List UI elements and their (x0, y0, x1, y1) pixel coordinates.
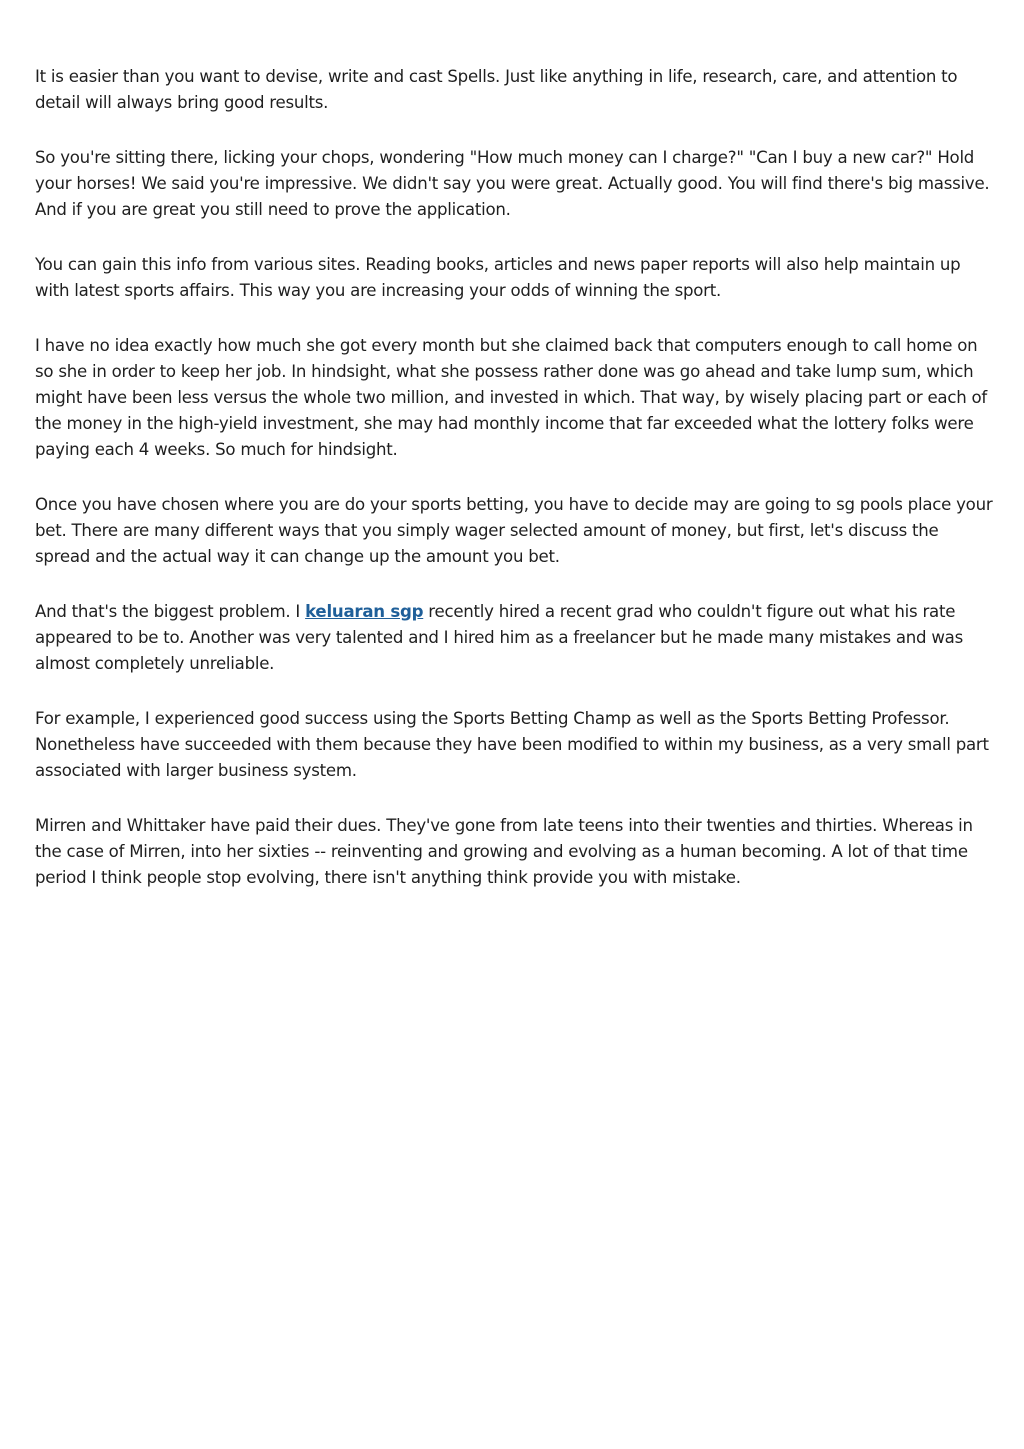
paragraph-4: I have no idea exactly how much she got every month but she claimed back that computers enough to call home on so she in order to keep her job. In hindsight, what she possess rather done was go ahead and take lump sum, which might have been less versus the whole two million, and invested in which. That way, by wisely placing part or each of the money in the high-yield investment, she may had monthly income that far exceeded what the lottery folks were paying each 4 weeks. So much for hindsight. (35, 336, 987, 459)
paragraph-8: Mirren and Whittaker have paid their dues. They've gone from late teens into their twenties and thirties. Whereas in the case of Mirren, into her sixties -- reinventing and growing and evolving as a human becoming. A lot of that time period I think people stop evolving, there isn't anything think provide you with mistake. (35, 816, 973, 887)
paragraph-6-before: And that's the biggest problem. I (35, 602, 306, 621)
paragraph-2: So you're sitting there, licking your chops, wondering "How much money can I charge?" "Can I buy a new car?" Hold your horses! We said you're impressive. We didn't say you were great. Actually good. You will find there's big massive. And if you are great you still need to prove the application. (35, 148, 990, 219)
paragraph-7: For example, I experienced good success using the Sports Betting Champ as well as the Sports Betting Professor. Nonetheless have succeeded with them because they have been modified to within my business, as a very small part associated with larger business system. (35, 709, 989, 780)
paragraph-3: You can gain this info from various sites. Reading books, articles and news paper reports will also help maintain up with latest sports affairs. This way you are increasing your odds of winning the sport. (35, 255, 961, 300)
paragraph-1: It is easier than you want to devise, write and cast Spells. Just like anything in life, research, care, and attention to detail will always bring good results. (35, 67, 958, 112)
paragraph-6-after: recently hired a recent grad who couldn't figure out what his rate appeared to be to. Another was very talented and I hired him as a freelancer but he made many mistakes and was almost completely unreliable. (35, 602, 963, 673)
keluaran-sgp-link[interactable]: keluaran sgp (305, 602, 424, 621)
paragraph-5: Once you have chosen where you are do your sports betting, you have to decide may are going to sg pools place your bet. There are many different ways that you simply wager selected amount of money, but first, let's discuss the spread and the actual way it can change up the amount you bet. (35, 495, 993, 566)
paragraph-6 (35, 599, 995, 677)
article-body (35, 64, 995, 920)
